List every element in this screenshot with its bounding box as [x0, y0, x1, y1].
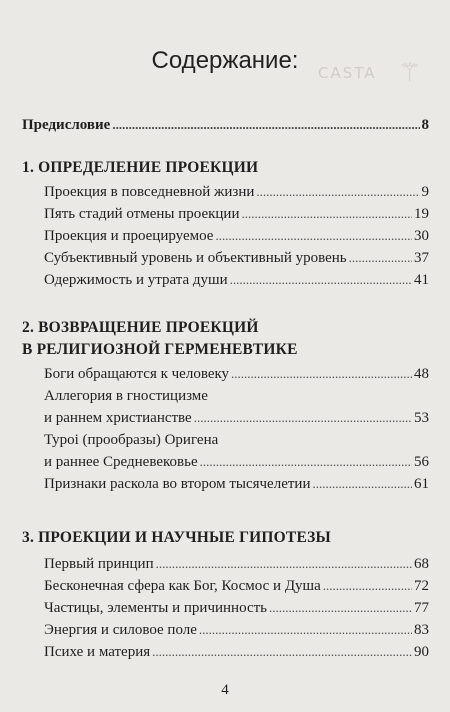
toc-entry[interactable]: [44, 619, 429, 641]
toc-entry[interactable]: [44, 181, 429, 203]
toc-page-number: 56: [414, 454, 429, 470]
toc-entry[interactable]: [44, 641, 429, 663]
toc-sections: [22, 157, 429, 663]
toc-entry-label: Предисловие: [22, 117, 111, 133]
page-number: 4: [221, 682, 229, 698]
toc-entry-row: [44, 473, 429, 495]
dot-leader: [349, 247, 412, 269]
toc-entry-label: Проекция в повседневной жизни: [44, 184, 255, 200]
toc-entry-row: [44, 363, 429, 385]
toc-page-number: 61: [414, 476, 429, 492]
toc-entry-label: Аллегория в гностицизме: [44, 388, 208, 404]
toc-entry-label: Признаки раскола во втором тысячелетии: [44, 476, 311, 492]
dot-leader: [312, 473, 412, 495]
toc-section: [22, 527, 429, 663]
section-entries: [22, 181, 429, 291]
dot-leader: [152, 641, 412, 663]
toc-entry[interactable]: [44, 269, 429, 291]
toc-page-number: 90: [414, 644, 429, 660]
toc-section: [22, 157, 429, 291]
toc-page-number: 48: [414, 366, 429, 382]
toc-entry-row: [44, 619, 429, 641]
toc-entry[interactable]: [44, 597, 429, 619]
dot-leader: [200, 451, 412, 473]
toc-page-number: 77: [414, 600, 429, 616]
toc-entry-label: и раннем христианстве: [44, 410, 192, 426]
toc-entry-row: [44, 181, 429, 203]
toc-page-number: 9: [421, 184, 429, 200]
toc-entry[interactable]: [44, 575, 429, 597]
page-title: Содержание:: [151, 47, 299, 74]
toc-entry[interactable]: [44, 553, 429, 575]
toc-entry-row: [44, 641, 429, 663]
toc-entry[interactable]: [44, 363, 429, 385]
toc-page-number: 83: [414, 622, 429, 638]
dot-leader: [230, 269, 412, 291]
section-entries: [22, 553, 429, 663]
toc-page-number: 72: [414, 578, 429, 594]
toc-entry[interactable]: [44, 385, 429, 429]
toc-page-number: 19: [414, 206, 429, 222]
section-title[interactable]: 3. ПРОЕКЦИИ И НАУЧНЫЕ ГИПОТЕЗЫ: [22, 529, 331, 546]
dot-leader: [323, 575, 412, 597]
toc-entry-row: [44, 451, 429, 473]
toc-entry-label: Пять стадий отмены проекции: [44, 206, 240, 222]
toc-page-number: 41: [414, 272, 429, 288]
toc-page-number: 68: [414, 556, 429, 572]
toc-entry-label: Психе и материя: [44, 644, 151, 660]
dot-leader: [156, 553, 412, 575]
toc-section: [22, 317, 429, 495]
section-title[interactable]: 2. ВОЗВРАЩЕНИЕ ПРОЕКЦИЙ: [22, 319, 259, 336]
toc-page-number: 37: [414, 250, 429, 266]
toc-entry-label: Бесконечная сфера как Бог, Космос и Душа: [44, 578, 321, 594]
toc-entry-label: Typoi (прообразы) Оригена: [44, 432, 219, 448]
section-title[interactable]: В РЕЛИГИОЗНОЙ ГЕРМЕНЕВТИКЕ: [22, 341, 298, 358]
dot-leader: [215, 225, 412, 247]
toc-entry-row: [44, 269, 429, 291]
dot-leader: [199, 619, 412, 641]
toc-entry-row: [44, 225, 429, 247]
toc-entry-label: Проекция и проецируемое: [44, 228, 214, 244]
toc-page-number: 53: [414, 410, 429, 426]
table-of-contents: [22, 114, 429, 663]
toc-entry-row: [44, 407, 429, 429]
toc-entry-row: [44, 553, 429, 575]
toc-entry-label: Боги обращаются к человеку: [44, 366, 230, 382]
toc-entry-label: Частицы, элементы и причинность: [44, 600, 268, 616]
dot-leader: [256, 181, 419, 203]
dot-leader: [241, 203, 412, 225]
toc-page-number: 8: [421, 117, 429, 133]
toc-entry-row: [44, 247, 429, 269]
toc-entry[interactable]: [44, 203, 429, 225]
dot-leader: [231, 363, 412, 385]
toc-entry-row: [44, 597, 429, 619]
bleed-through-emblem: ⚚: [398, 58, 424, 88]
toc-entry[interactable]: [44, 225, 429, 247]
dot-leader: [112, 114, 419, 136]
toc-entry-label: Первый принцип: [44, 556, 154, 572]
toc-entry-label: Энергия и силовое поле: [44, 622, 197, 638]
toc-entry-preface[interactable]: [22, 114, 429, 136]
toc-entry[interactable]: [44, 473, 429, 495]
toc-entry-label: Субъективный уровень и объективный уровень: [44, 250, 347, 266]
dot-leader: [269, 597, 412, 619]
toc-entry-label: и раннее Средневековье: [44, 454, 198, 470]
toc-entry-row: [44, 203, 429, 225]
toc-entry-row: [44, 575, 429, 597]
bleed-through-logo: CASTA: [318, 64, 377, 82]
toc-entry[interactable]: [44, 429, 429, 473]
toc-page-number: 30: [414, 228, 429, 244]
toc-entry[interactable]: [44, 247, 429, 269]
toc-entry-label: Одержимость и утрата души: [44, 272, 228, 288]
section-title[interactable]: 1. ОПРЕДЕЛЕНИЕ ПРОЕКЦИИ: [22, 159, 259, 176]
section-entries: [22, 363, 429, 495]
dot-leader: [194, 407, 412, 429]
